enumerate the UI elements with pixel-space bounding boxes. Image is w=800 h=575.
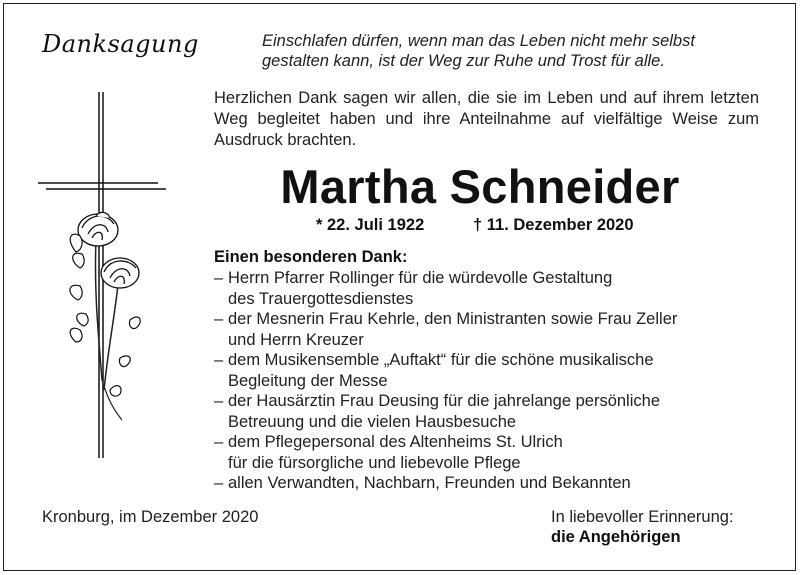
list-dash: – (214, 433, 224, 451)
motto-line-1: Einschlafen dürfen, wenn man das Leben nicht mehr selbst (262, 32, 695, 50)
special-thanks-list (214, 268, 774, 494)
cross-roses-graphic (36, 90, 176, 460)
place-date: Kronburg, im Dezember 2020 (42, 508, 259, 526)
list-item (214, 432, 774, 473)
motto-line-2: gestalten kann, ist der Weg zur Ruhe und Trost für alle. (262, 52, 665, 70)
list-item (214, 309, 774, 350)
list-item-line: der Hausärztin Frau Deusing für die jahrelange persönliche (228, 392, 660, 410)
list-item-line: Begleitung der Messe (228, 371, 388, 390)
intro-thanks-text: Herzlichen Dank sagen wir allen, die sie im Leben und auf ihrem letzten Weg begleitet haben und ihre Anteilnahme auf vielfältige Weise zum Ausdruck brachten. (214, 89, 759, 149)
list-item-line: der Mesnerin Frau Kehrle, den Ministranten sowie Frau Zeller (228, 310, 678, 328)
list-item-line: dem Pflegepersonal des Altenheims St. Ulrich (228, 433, 563, 451)
list-item-line: für die fürsorgliche und liebevolle Pflege (228, 453, 521, 472)
birth-date: * 22. Juli 1922 (316, 216, 425, 234)
list-item (214, 268, 774, 309)
list-dash: – (214, 310, 224, 328)
special-thanks-title: Einen besonderen Dank: (214, 248, 408, 266)
family-signature: die Angehörigen (551, 528, 681, 546)
deceased-name: Martha Schneider (280, 160, 680, 213)
list-dash: – (214, 351, 224, 369)
list-dash: – (214, 269, 224, 287)
heading: Danksagung (42, 30, 199, 58)
list-item (214, 350, 774, 391)
list-item-line: Betreuung und die vielen Hausbesuche (228, 412, 517, 431)
list-item-line: und Herrn Kreuzer (228, 330, 364, 349)
list-item (214, 473, 774, 494)
memory-line: In liebevoller Erinnerung: (551, 508, 734, 526)
motto-quote (262, 31, 782, 71)
death-date: † 11. Dezember 2020 (473, 216, 634, 234)
list-item-line: allen Verwandten, Nachbarn, Freunden und Bekannten (228, 474, 631, 492)
list-dash: – (214, 392, 224, 410)
list-item-line: des Trauergottesdienstes (228, 289, 414, 308)
list-item-line: Herrn Pfarrer Rollinger für die würdevolle Gestaltung (228, 269, 613, 287)
cross-with-roses-illustration (36, 90, 176, 465)
list-dash: – (214, 474, 224, 492)
list-item (214, 391, 774, 432)
list-item-line: dem Musikensemble „Auftakt“ für die schöne musikalische (228, 351, 654, 369)
